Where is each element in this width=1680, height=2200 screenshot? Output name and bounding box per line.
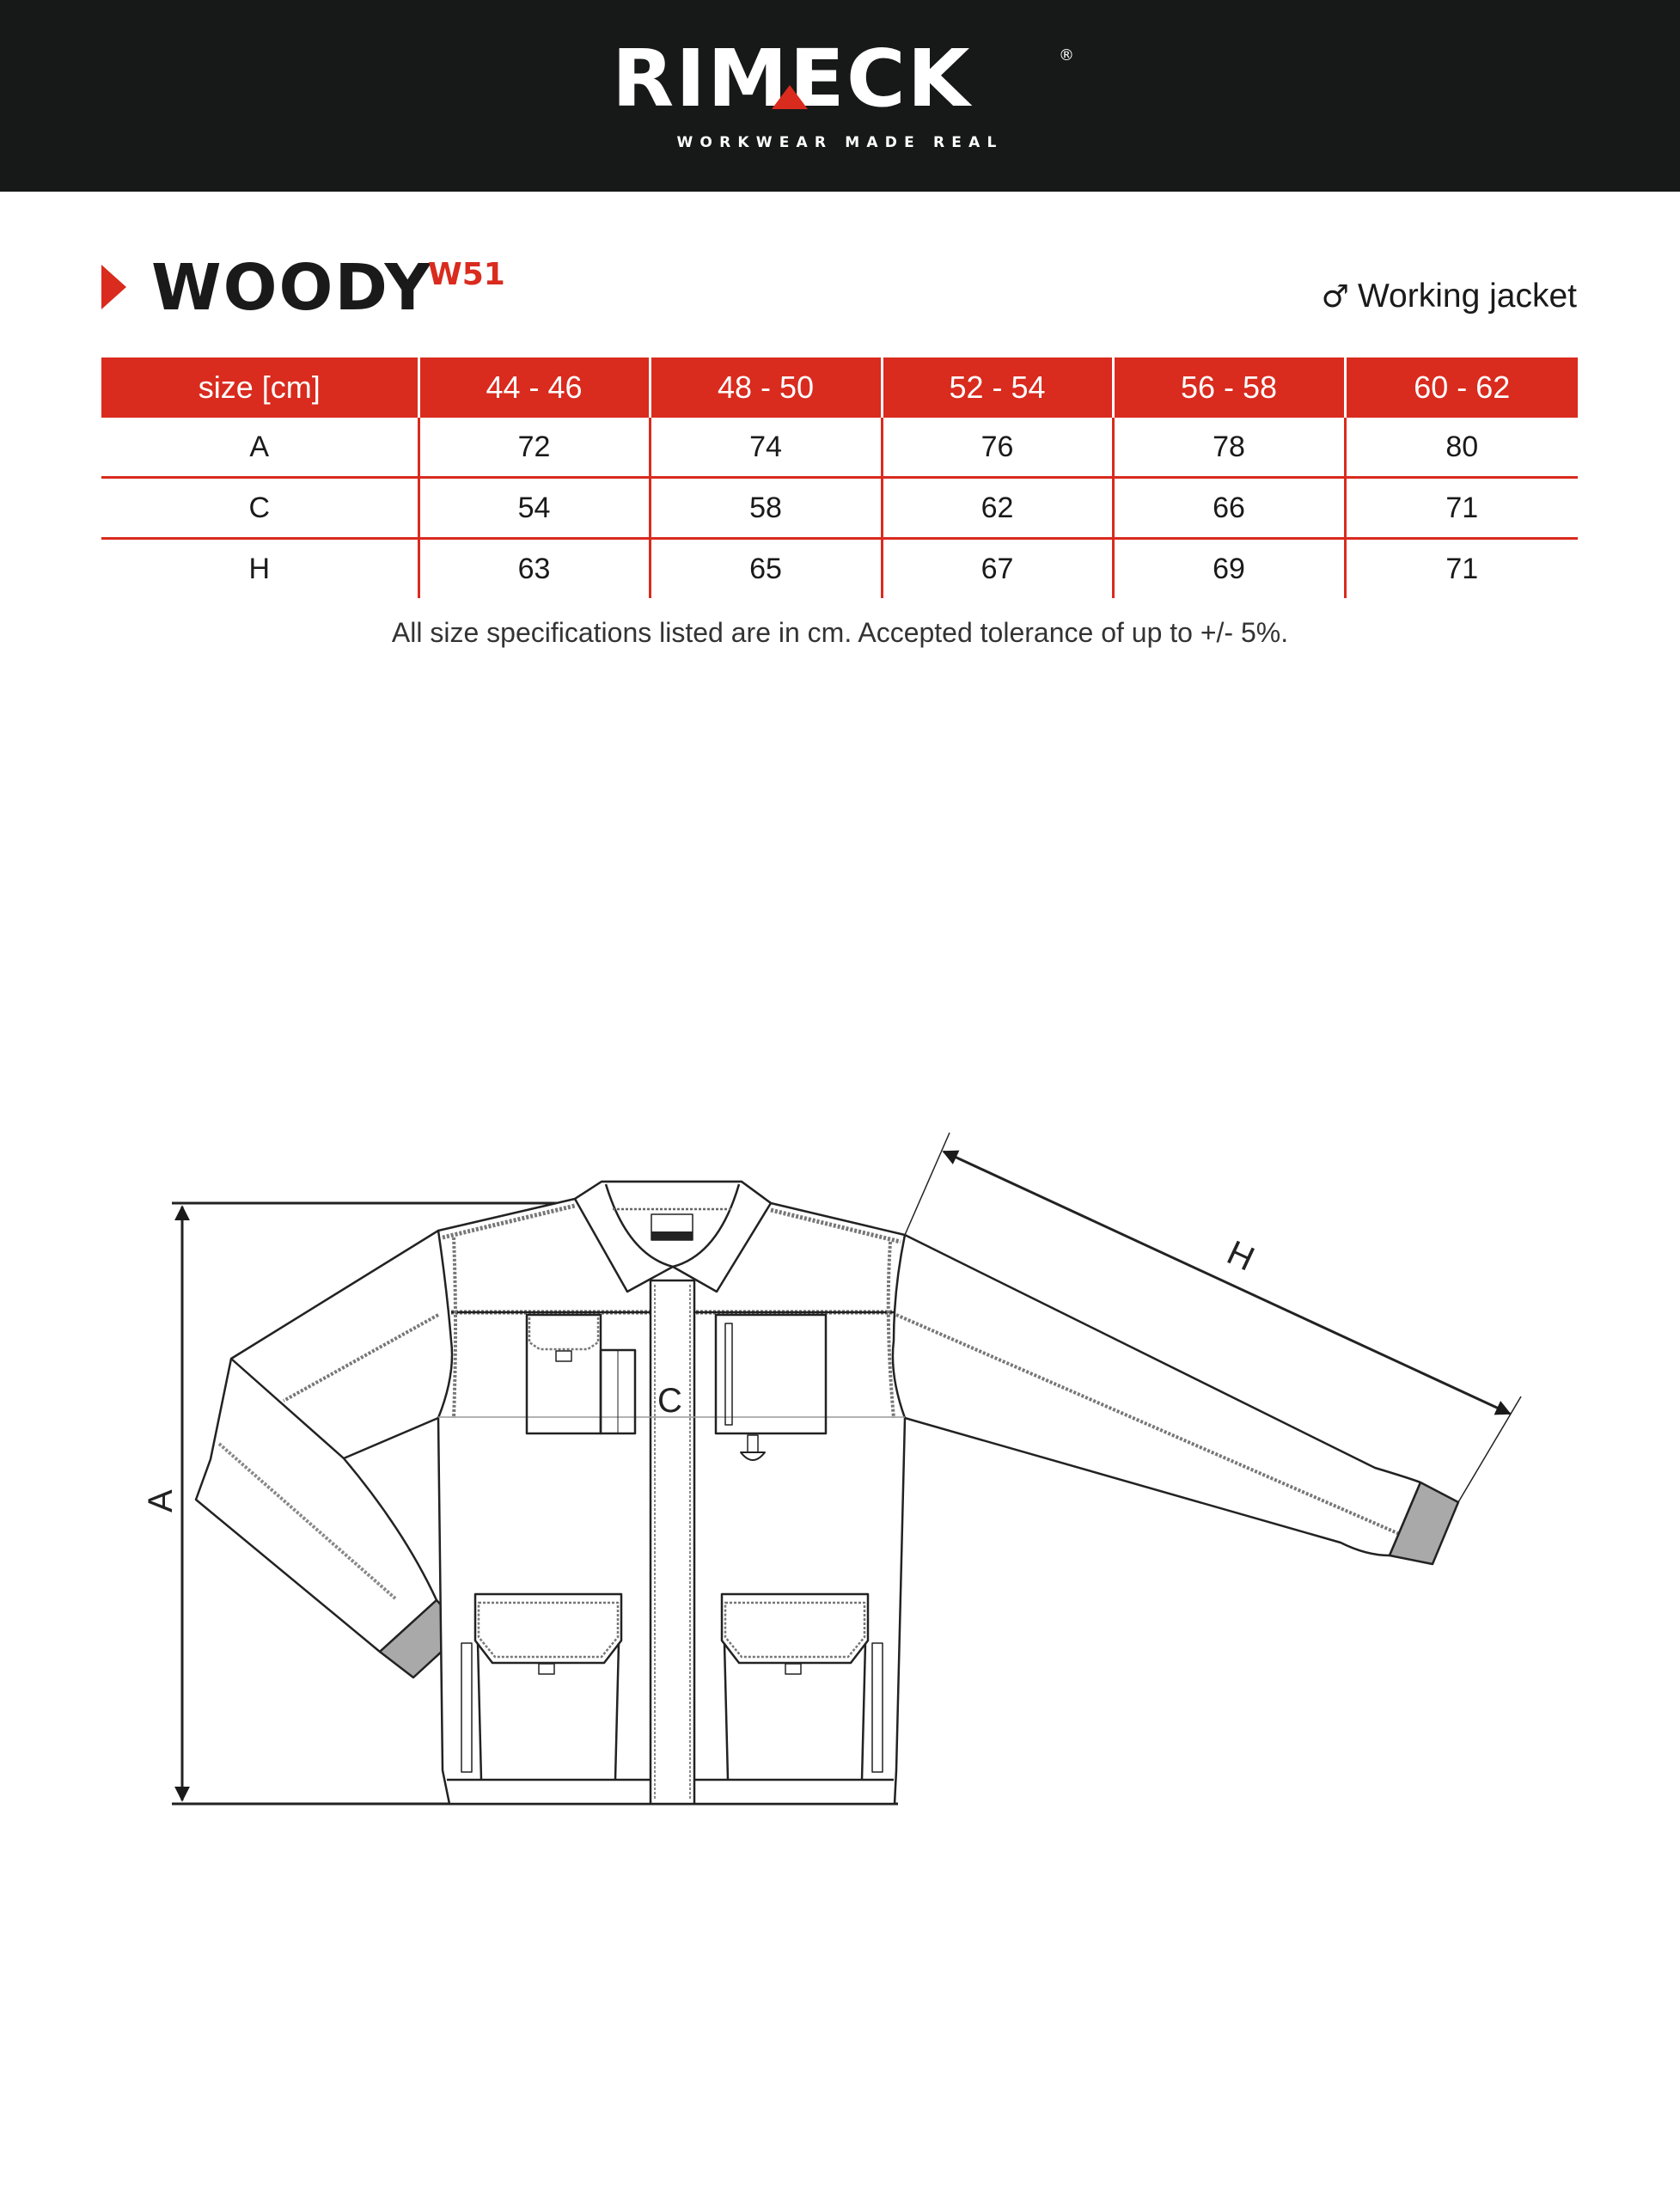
table-cell: 76 — [882, 418, 1113, 478]
dimension-c-label: C — [657, 1382, 682, 1420]
registered-mark: ® — [1059, 46, 1074, 64]
header-cell: 60 - 62 — [1345, 358, 1578, 418]
brand-tagline: WORKWEAR MADE REAL — [676, 134, 1004, 151]
table-cell: 54 — [418, 478, 650, 539]
table-cell: 69 — [1113, 539, 1345, 599]
row-label: C — [101, 478, 418, 539]
product-name: WOODY — [151, 251, 433, 325]
product-code: W51 — [428, 257, 505, 292]
table-cell: 65 — [650, 539, 882, 599]
table-cell: 74 — [650, 418, 882, 478]
male-symbol-icon: ♂ — [1321, 279, 1349, 315]
row-label: A — [249, 430, 270, 463]
table-cell: 78 — [1113, 418, 1345, 478]
header-cell: 44 - 46 — [418, 358, 650, 418]
dimension-a-label: A — [142, 1489, 180, 1512]
table-cell: 58 — [650, 478, 882, 539]
table-cell: 71 — [1345, 478, 1578, 539]
table-cell: 63 — [418, 539, 650, 599]
table-cell: 80 — [1345, 418, 1578, 478]
header-cell: size [cm] — [101, 358, 418, 418]
row-label: H — [101, 539, 418, 599]
dimension-h-label: H — [1221, 1233, 1261, 1279]
table-cell: 71 — [1345, 539, 1578, 599]
table-cell: 72 — [418, 418, 650, 478]
header-cell: 52 - 54 — [882, 358, 1113, 418]
table-cell: 67 — [882, 539, 1113, 599]
header-cell: 56 - 58 — [1113, 358, 1345, 418]
logo-wordmark: RIMECK — [612, 33, 972, 125]
right-sleeve — [896, 1235, 1458, 1564]
front-placket — [651, 1280, 694, 1804]
tolerance-note: All size specifications listed are in cm. Accepted tolerance of up to +/- 5%. — [391, 617, 1289, 648]
product-type-label: Working jacket — [1357, 278, 1577, 315]
table-cell: 66 — [1113, 478, 1345, 539]
table-cell: 62 — [882, 478, 1113, 539]
left-sleeve — [196, 1231, 465, 1678]
header-cell: 48 - 50 — [650, 358, 882, 418]
